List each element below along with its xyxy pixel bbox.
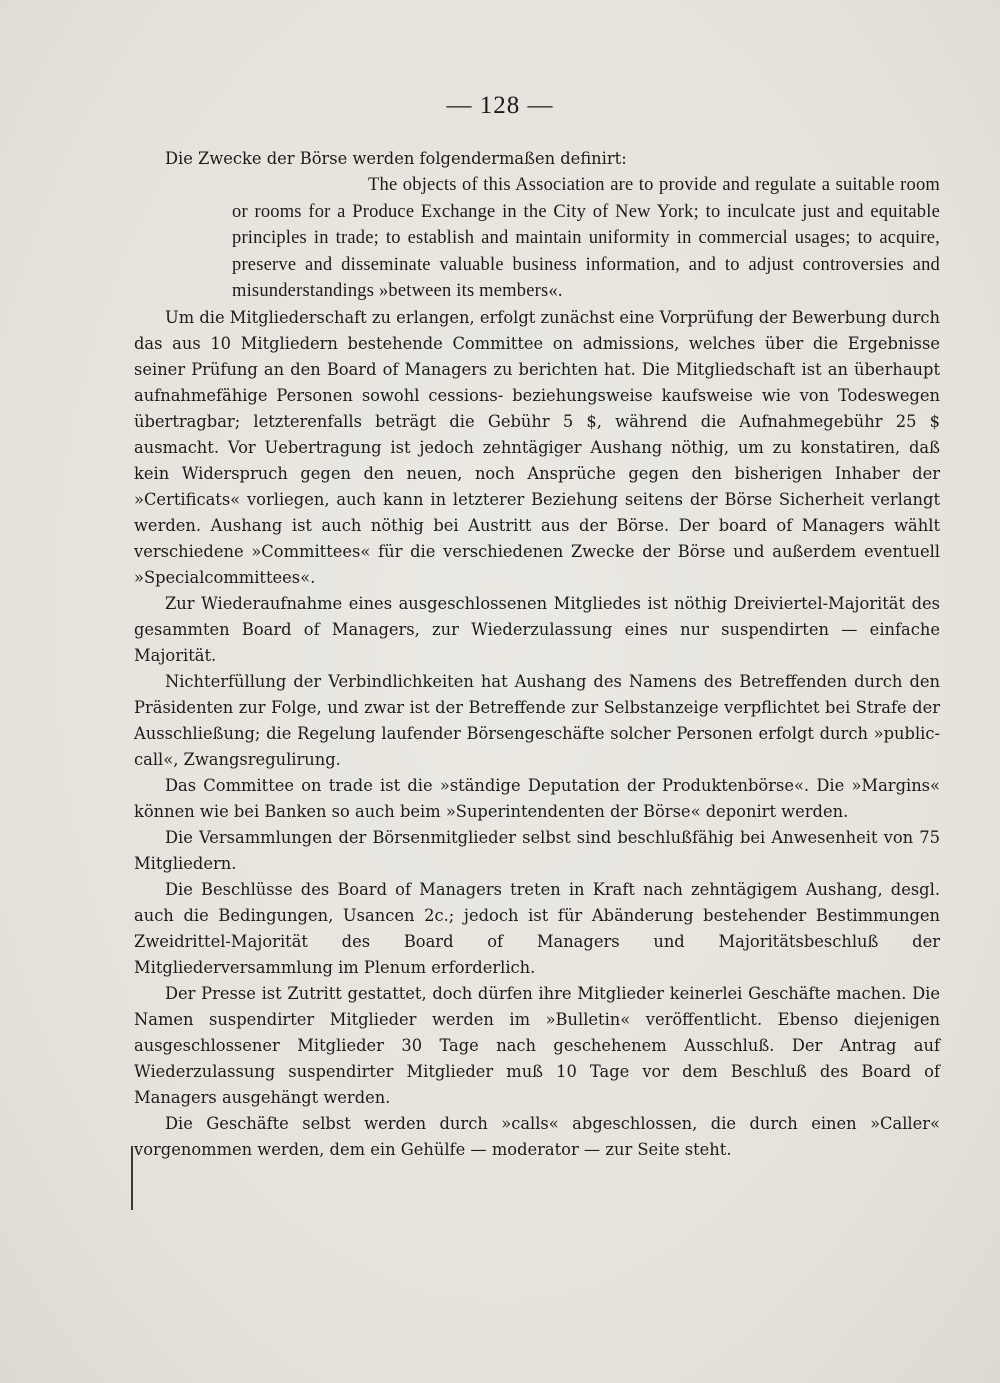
paragraph-assemblies: Die Versammlungen der Börsenmitglieder selbst sind beschlußfähig bei Anwesenheit von 75 Mitgliedern. [134, 827, 940, 873]
paragraph-nonfulfilment: Nichterfüllung der Verbindlichkeiten hat Aushang des Namens des Betreffenden durch den Präsidenten zur Folge, und zwar ist der Betreffende zur Selbstanzeige verpflichtet bei Strafe der Ausschließung; die Regelung laufender Börsengeschäfte solcher Personen erfolgt durch »public-call«, Zwangsregulirung. [134, 671, 940, 769]
paragraph-press: Der Presse ist Zutritt gestattet, doch dürfen ihre Mitglieder keinerlei Geschäfte machen. Die Namen suspendirter Mitglieder werden im »Bulletin« veröffentlicht. Ebenso diejenigen ausgeschlossener Mitglieder 30 Tage nach geschehenem Ausschluß. Der Antrag auf Wiederzulassung suspendirter Mitglieder muß 10 Tage vor dem Beschluß des Board of Managers ausgehängt werden. [134, 983, 940, 1107]
margin-mark [131, 1146, 133, 1210]
paragraph-committee-on-trade: Das Committee on trade ist die »ständige Deputation der Produktenbörse«. Die »Margins« können wie bei Banken so auch beim »Superintendenten der Börse« deponirt werden. [134, 775, 940, 821]
paragraph-readmission: Zur Wiederaufnahme eines ausgeschlossenen Mitgliedes ist nöthig Dreiviertel-Majorität des gesammten Board of Managers, zur Wiederzulassung eines nur suspendirten — einfache Majorität. [134, 593, 940, 665]
paragraph-calls: Die Geschäfte selbst werden durch »calls« abgeschlossen, die durch einen »Caller« vorgenommen werden, dem ein Gehülfe — moderator — zur Seite steht. [134, 1113, 940, 1159]
paragraph-resolutions: Die Beschlüsse des Board of Managers treten in Kraft nach zehntägigem Aushang, desgl. auch die Bedingungen, Usancen 2c.; jedoch ist für Abänderung bestehender Bestimmungen Zweidrittel-Majorität des Board of Managers und Majoritätsbeschluß der Mitgliederversammlung im Plenum erforderlich. [134, 879, 940, 977]
paragraph-intro: Die Zwecke der Börse werden folgendermaßen definirt: [164, 149, 627, 168]
paragraph-quote-english: The objects of this Association are to provide and regulate a suitable room or rooms for a Produce Exchange in the City of New York; to inculcate just and equitable principles in trade; to establish and maintain uniformity in commercial usages; to acquire, preserve and disseminate valuable business information, and to adjust controversies and misunderstandings »between its members«. [232, 175, 940, 302]
body-text [134, 146, 940, 1163]
paragraph-membership: Um die Mitgliederschaft zu erlangen, erfolgt zunächst eine Vorprüfung der Bewerbung durch das aus 10 Mitgliedern bestehende Committee on admissions, welches über die Ergebnisse seiner Prüfung an den Board of Managers zu berichten hat. Die Mitgliedschaft ist an überhaupt aufnahmefähige Personen sowohl cessions- beziehungsweise kaufsweise wie von Todeswegen übertragbar; letzterenfalls beträgt die Gebühr 5 $, während die Aufnahmegebühr 25 $ ausmacht. Vor Uebertragung ist jedoch zehntägiger Aushang nöthig, um zu konstatiren, daß kein Widerspruch gegen den neuen, noch Ansprüche gegen den bisherigen Inhaber der »Certificats« vorliegen, auch kann in letzterer Beziehung seitens der Börse Sicherheit verlangt werden. Aushang ist auch nöthig bei Austritt aus der Börse. Der board of Managers wählt verschiedene »Committees« für die verschiedenen Zwecke der Börse und außerdem eventuell »Specialcommittees«. [134, 307, 940, 587]
page-number: — 128 — [446, 92, 554, 119]
